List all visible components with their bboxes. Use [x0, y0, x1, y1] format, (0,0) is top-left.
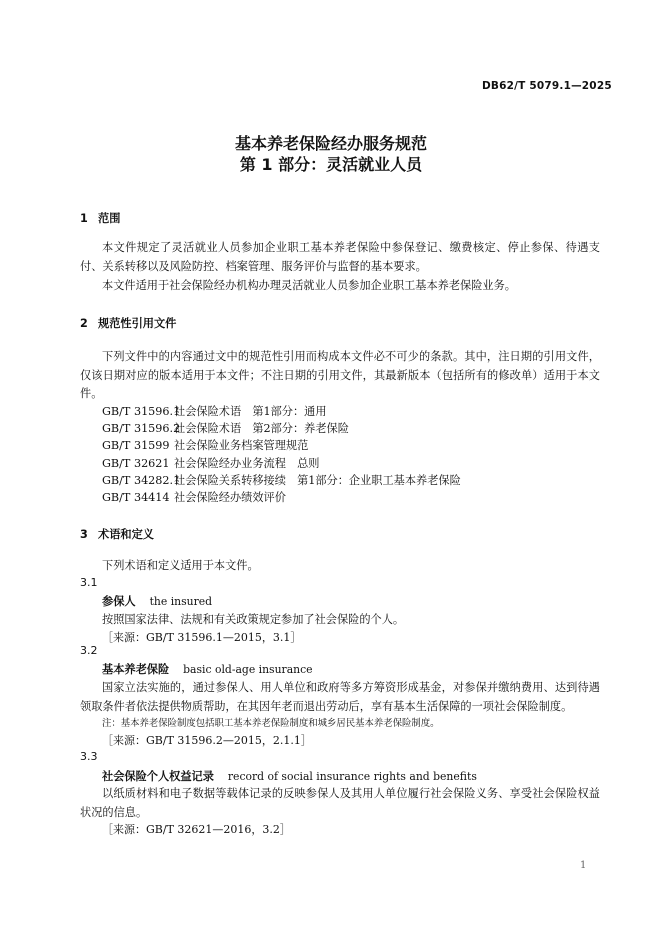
- reference-item: [102, 489, 286, 505]
- term-definition: 按照国家法律、法规和有关政策规定参加了社会保险的个人。: [102, 613, 405, 626]
- section-title: 术语和定义: [98, 528, 154, 541]
- reference-code: GB/T 34282.1: [102, 474, 181, 487]
- term-definition: 以纸质材料和电子数据等载体记录的反映参保人及其用人单位履行社会保险义务、享受社会保险权益状况的信息。: [80, 787, 600, 819]
- reference-title: 社会保险经办绩效评价: [174, 491, 286, 504]
- section-1-heading: [80, 210, 120, 226]
- reference-title: 社会保险业务档案管理规范: [174, 439, 309, 452]
- section-number: 2: [80, 317, 88, 330]
- reference-code: GB/T 32621: [102, 457, 170, 470]
- reference-code: GB/T 31596.2: [102, 422, 181, 435]
- section-number: 1: [80, 212, 88, 225]
- term-heading: [102, 593, 212, 609]
- term-heading: [102, 768, 477, 784]
- term-english: the insured: [149, 595, 213, 608]
- reference-title: 社会保险术语 第2部分：养老保险: [174, 422, 349, 435]
- document-title-line2: 第 1 部分：灵活就业人员: [239, 155, 423, 174]
- reference-item: [102, 472, 461, 488]
- section-3-intro: 下列术语和定义适用于本文件。: [102, 559, 259, 572]
- section-title: 范围: [98, 212, 121, 225]
- term-number: 3.3: [80, 750, 98, 763]
- document-title-line1: 基本养老保险经办服务规范: [234, 134, 427, 153]
- section-1-paragraph-2: 本文件适用于社会保险经办机构办理灵活就业人员参加企业职工基本养老保险业务。: [102, 279, 516, 292]
- term-number: 3.2: [80, 644, 98, 657]
- reference-title: 社会保险关系转移接续 第1部分：企业职工基本养老保险: [174, 474, 461, 487]
- term-name: 社会保险个人权益记录: [102, 770, 214, 783]
- standard-code: DB62/T 5079.1—2025: [482, 80, 612, 92]
- reference-code: GB/T 34414: [102, 491, 170, 504]
- reference-title: 社会保险术语 第1部分：通用: [174, 405, 327, 418]
- term-source: ［来源：GB/T 31596.2—2015，2.1.1］: [102, 734, 312, 747]
- term-name: 参保人: [102, 595, 136, 608]
- term-source: ［来源：GB/T 31596.1—2015，3.1］: [102, 631, 302, 644]
- page-number: 1: [580, 860, 587, 871]
- reference-title: 社会保险经办业务流程 总则: [174, 457, 320, 470]
- section-1-paragraph-1: 本文件规定了灵活就业人员参加企业职工基本养老保险中参保登记、缴费核定、停止参保、待遇支付、关系转移以及风险防控、档案管理、服务评价与监督的基本要求。: [80, 241, 600, 273]
- section-2-heading: [80, 315, 176, 331]
- term-definition: 国家立法实施的，通过参保人、用人单位和政府等多方筹资形成基金，对参保并缴纳费用、达到待遇领取条件者依法提供物质帮助，在其因年老而退出劳动后，享有基本生活保障的一项社会保险制度。: [80, 681, 600, 713]
- section-number: 3: [80, 528, 88, 541]
- term-heading: [102, 661, 313, 677]
- term-english: record of social insurance rights and benefits: [227, 770, 477, 783]
- reference-item: [102, 455, 319, 471]
- reference-item: [102, 437, 308, 453]
- reference-item: [102, 420, 349, 436]
- section-3-heading: [80, 526, 154, 542]
- term-english: basic old-age insurance: [183, 663, 313, 676]
- term-name: 基本养老保险: [102, 663, 170, 676]
- reference-item: [102, 403, 327, 419]
- section-title: 规范性引用文件: [98, 317, 177, 330]
- section-2-paragraph-1: 下列文件中的内容通过文中的规范性引用而构成本文件必不可少的条款。其中，注日期的引用文件，仅该日期对应的版本适用于本文件；不注日期的引用文件，其最新版本（包括所有的修改单）适用于本文件。: [80, 350, 600, 400]
- reference-code: GB/T 31599: [102, 439, 170, 452]
- term-note: 注：基本养老保险制度包括职工基本养老保险制度和城乡居民基本养老保险制度。: [102, 718, 440, 729]
- term-source: ［来源：GB/T 32621—2016，3.2］: [102, 823, 291, 836]
- reference-code: GB/T 31596.1: [102, 405, 181, 418]
- term-number: 3.1: [80, 576, 98, 589]
